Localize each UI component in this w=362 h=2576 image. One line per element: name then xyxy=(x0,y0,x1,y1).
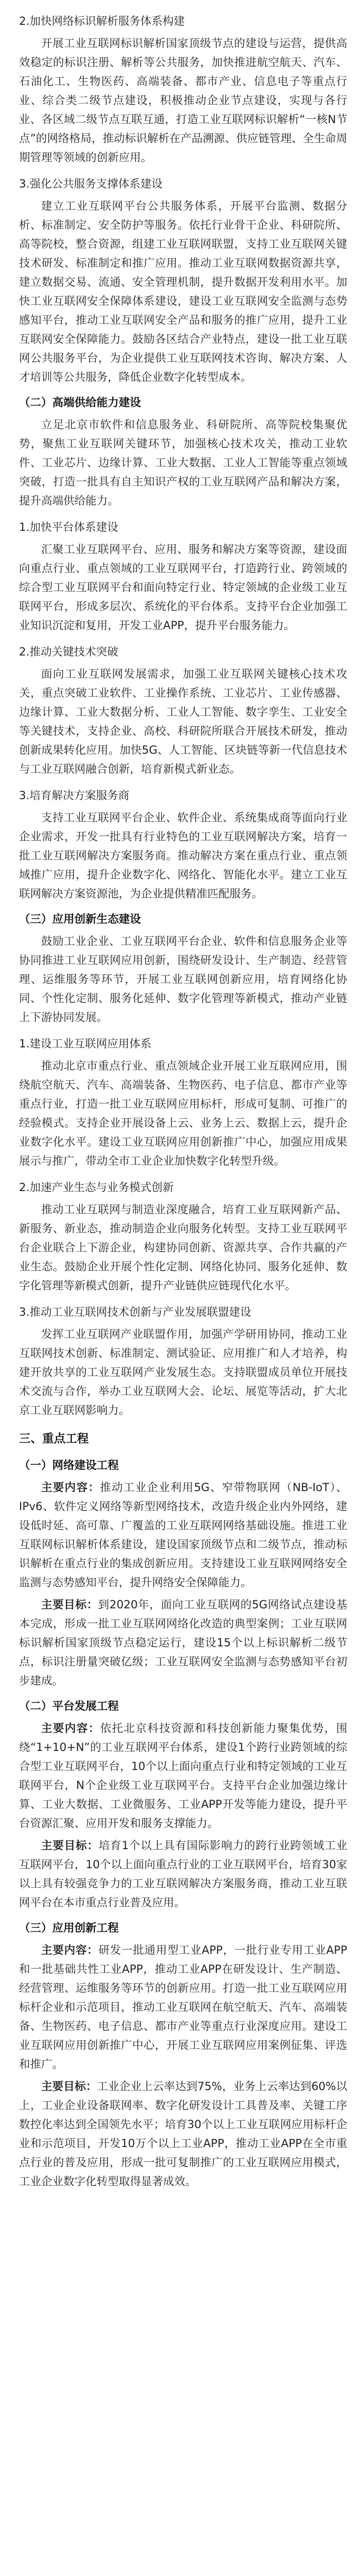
section-heading: 3.强化公共服务支撑体系建设 xyxy=(19,177,163,190)
section-heading: 2.推动关键技术突破 xyxy=(19,645,119,658)
body-paragraph: 推动工业互联网与制造业深度融合，培育工业互联网新产品、新服务、新业态，推动制造企业向服务化转型。支持工业互联网平台企业联合上下游企业，构建协同创新、资源共享、合作共赢的产业生态。鼓励企业开展个性化定制、网络化协同、服务化延伸、数字化管理等新模式创新，提升产业链供应链现代化水平。 xyxy=(19,1203,347,1292)
subsection-heading: （二）高端供给能力建设 xyxy=(19,396,141,409)
labeled-paragraph xyxy=(19,1595,347,1690)
body-paragraph: 鼓励工业企业、工业互联网平台企业、软件和信息服务企业等协同推进工业互联网应用创新，围绕研发设计、生产制造、经营管理、运维服务等环节，开展工业互联网创新应用，培育网络化协同、个性化定制、服务化延伸、数字化管理等新模式，推动产业链上下游协同发展。 xyxy=(19,935,347,1024)
subsection-heading: （一）网络建设工程 xyxy=(19,1459,119,1472)
section-heading: 1.加快平台体系建设 xyxy=(19,521,119,533)
labeled-paragraph xyxy=(19,1478,347,1592)
paragraph-lead-label: 主要目标： xyxy=(41,1839,99,1852)
section-heading: 2.加速产业生态与业务模式创新 xyxy=(19,1181,174,1194)
paragraph-lead-label: 主要目标： xyxy=(41,2080,97,2093)
body-paragraph: 汇聚工业互联网平台、应用、服务和解决方案等资源，建设面向重点行业、重点领域的工业互联网平台，打造跨行业、跨领域的综合型工业互联网平台和面向特定行业、特定领域的企业级工业互联网平台，形成多层次、系统化的平台体系。支持平台企业加强工业知识沉淀和复用，开发工业APP，提升平台服务能力。 xyxy=(19,543,347,632)
document-body xyxy=(19,12,347,2191)
paragraph-text: 依托北京科技资源和科技创新能力聚集优势，围绕“1+10+N”的工业互联网平台体系，建设1个跨行业跨领域的综合型工业互联网平台，10个以上面向重点行业和特定领域的工业互联网平台，N个企业级工业互联网平台。支持平台企业加强边缘计算、工业大数据、工业微服务、工业APP开发等能力建设，提升平台资源汇聚、应用开发和服务支撑能力。 xyxy=(19,1722,348,1830)
paragraph-lead-label: 主要内容： xyxy=(41,1944,99,1956)
paragraph-text: 研发一批通用型工业APP，一批行业专用工业APP和一批基础共性工业APP，推动工业APP在研发设计、生产制造、经营管理、运维服务等环节的创新应用。打造一批工业互联网应用标杆企业和示范项目，推动工业互联网在航空航天、汽车、高端装备、生物医药、电子信息、都市产业等重点行业深度应用。建设工业互联网应用创新推广中心，开展工业互联网应用案例征集、评选和推广。 xyxy=(19,1944,347,2071)
body-paragraph: 建立工业互联网平台公共服务体系，开展平台监测、数据分析、标准制定、安全防护等服务。依托行业骨干企业、科研院所、高等院校，整合资源，组建工业互联网联盟，支持工业互联网关键技术研发、标准制定和推广应用。推动工业互联网数据资源共享，建立数据交易、流通、安全管理机制，提升数据开发利用水平。加快工业互联网安全保障体系建设，建设工业互联网安全监测与态势感知平台，推动工业互联网安全产品和服务的推广应用，提升工业互联网安全保障能力。鼓励各区结合产业特点，建设一批工业互联网公共服务平台，为企业提供工业互联网技术咨询、解决方案、人才培训等公共服务，降低企业数字化转型成本。 xyxy=(19,200,347,383)
paragraph-text: 推动工业企业利用5G、窄带物联网（NB-IoT）、IPv6、软件定义网络等新型网络技术，改造升级企业内外网络，建设低时延、高可靠、广覆盖的工业互联网网络基础设施。推进工业互联网标识解析体系建设，建设国家顶级节点和二级节点，推动标识解析在重点行业的集成创新应用。支持建设工业互联网网络安全监测与态势感知平台，提升网络安全保障能力。 xyxy=(19,1481,347,1589)
paragraph-text: 培育1个以上具有国际影响力的跨行业跨领域工业互联网平台，10个以上面向重点行业的工业互联网平台，培育30家以上具有较强竞争力的工业互联网解决方案服务商，推动工业互联网平台在本市重点行业普及应用。 xyxy=(19,1839,348,1909)
paragraph-lead-label: 主要内容： xyxy=(41,1722,100,1735)
labeled-paragraph xyxy=(19,1719,347,1833)
labeled-paragraph xyxy=(19,2077,347,2191)
body-paragraph: 发挥工业互联网产业联盟作用，加强产学研用协同，推动工业互联网技术创新、标准制定、测试验证、应用推广和人才培养，构建开放共享的工业互联网产业发展生态。支持联盟成员单位开展技术交流与合作，举办工业互联网大会、论坛、展览等活动，扩大北京工业互联网影响力。 xyxy=(19,1328,347,1417)
labeled-paragraph xyxy=(19,1941,347,2074)
body-paragraph: 开展工业互联网标识解析国家顶级节点的建设与运营，提供高效稳定的标识注册、解析等公共服务，加快推进航空航天、汽车、石油化工、生物医药、高端装备、都市产业、信息电子等重点行业、综合类二级节点建设，积极推动企业节点建设，实现与各行业、各区域二级节点互联互通，打造工业互联网标识解析“一核N节点”的网络格局，推动标识解析在产品溯源、供应链管理、全生命周期管理等领域的创新应用。 xyxy=(19,37,347,164)
body-paragraph: 面向工业互联网发展需求，加强工业互联网关键核心技术攻关，重点突破工业软件、工业操作系统、工业芯片、工业传感器、边缘计算、工业大数据分析、工业人工智能、数字孪生、工业安全等关键技术，支持企业、高校、科研院所联合开展技术研发，推动创新成果转化应用。加快5G、人工智能、区块链等新一代信息技术与工业互联网融合创新，培育新模式新业态。 xyxy=(19,668,347,775)
body-paragraph: 支持工业互联网平台企业、软件企业、系统集成商等面向行业企业需求，开发一批具有行业特色的工业互联网解决方案，培育一批工业互联网解决方案服务商。推动解决方案在重点行业、重点领域推广应用，提升企业数字化、网络化、智能化水平。建立工业互联网解决方案资源池，为企业提供精准匹配服务。 xyxy=(19,811,347,900)
body-paragraph: 立足北京市软件和信息服务业、科研院所、高等院校集聚优势，聚焦工业互联网关键环节，加强核心技术攻关，推动工业软件、工业芯片、边缘计算、工业大数据、工业人工智能等重点领域突破，打造一批具有自主知识产权的工业互联网产品和解决方案，提升高端供给能力。 xyxy=(19,418,347,507)
subsection-heading: （三）应用创新生态建设 xyxy=(19,913,141,925)
labeled-paragraph xyxy=(19,1836,347,1912)
subsection-heading: （二）平台发展工程 xyxy=(19,1700,119,1712)
body-paragraph: 推动北京市重点行业、重点领域企业开展工业互联网应用，围绕航空航天、汽车、高端装备、生物医药、电子信息、都市产业等重点行业，打造一批工业互联网应用标杆，形成可复制、可推广的经验模式。支持企业开展设备上云、业务上云、数据上云，提升企业数字化水平。建设工业互联网应用创新推广中心，加强应用成果展示与推广，带动全市工业企业加快数字化转型升级。 xyxy=(19,1060,347,1167)
paragraph-text: 到2020年，面向工业互联网的5G网络试点建设基本完成，形成一批工业互联网网络化改造的典型案例；工业互联网标识解析国家顶级节点稳定运行，建设15个以上标识解析二级节点，标识注册量突破亿级；工业互联网安全监测与态势感知平台初步建成。 xyxy=(19,1598,348,1687)
paragraph-text: 工业企业上云率达到75%，业务上云率达到60%以上，工业企业设备联网率、数字化研发设计工具普及率、关键工序数控化率达到全国领先水平；培育30个以上工业互联网应用标杆企业和示范项目，开发10万个以上工业APP，推动工业APP在全市重点行业的普及应用，形成一批可复制推广的工业互联网应用模式，工业企业数字化转型取得显著成效。 xyxy=(19,2080,347,2188)
major-heading: 三、重点工程 xyxy=(19,1432,89,1446)
paragraph-lead-label: 主要目标： xyxy=(41,1598,98,1611)
subsection-heading: （三）应用创新工程 xyxy=(19,1922,119,1934)
paragraph-lead-label: 主要内容： xyxy=(41,1481,100,1494)
section-heading: 1.建设工业互联网应用体系 xyxy=(19,1037,152,1050)
section-heading: 2.加快网络标识解析服务体系构建 xyxy=(19,15,185,27)
section-heading: 3.推动工业互联网技术创新与产业发展联盟建设 xyxy=(19,1306,252,1318)
section-heading: 3.培育解决方案服务商 xyxy=(19,789,130,802)
